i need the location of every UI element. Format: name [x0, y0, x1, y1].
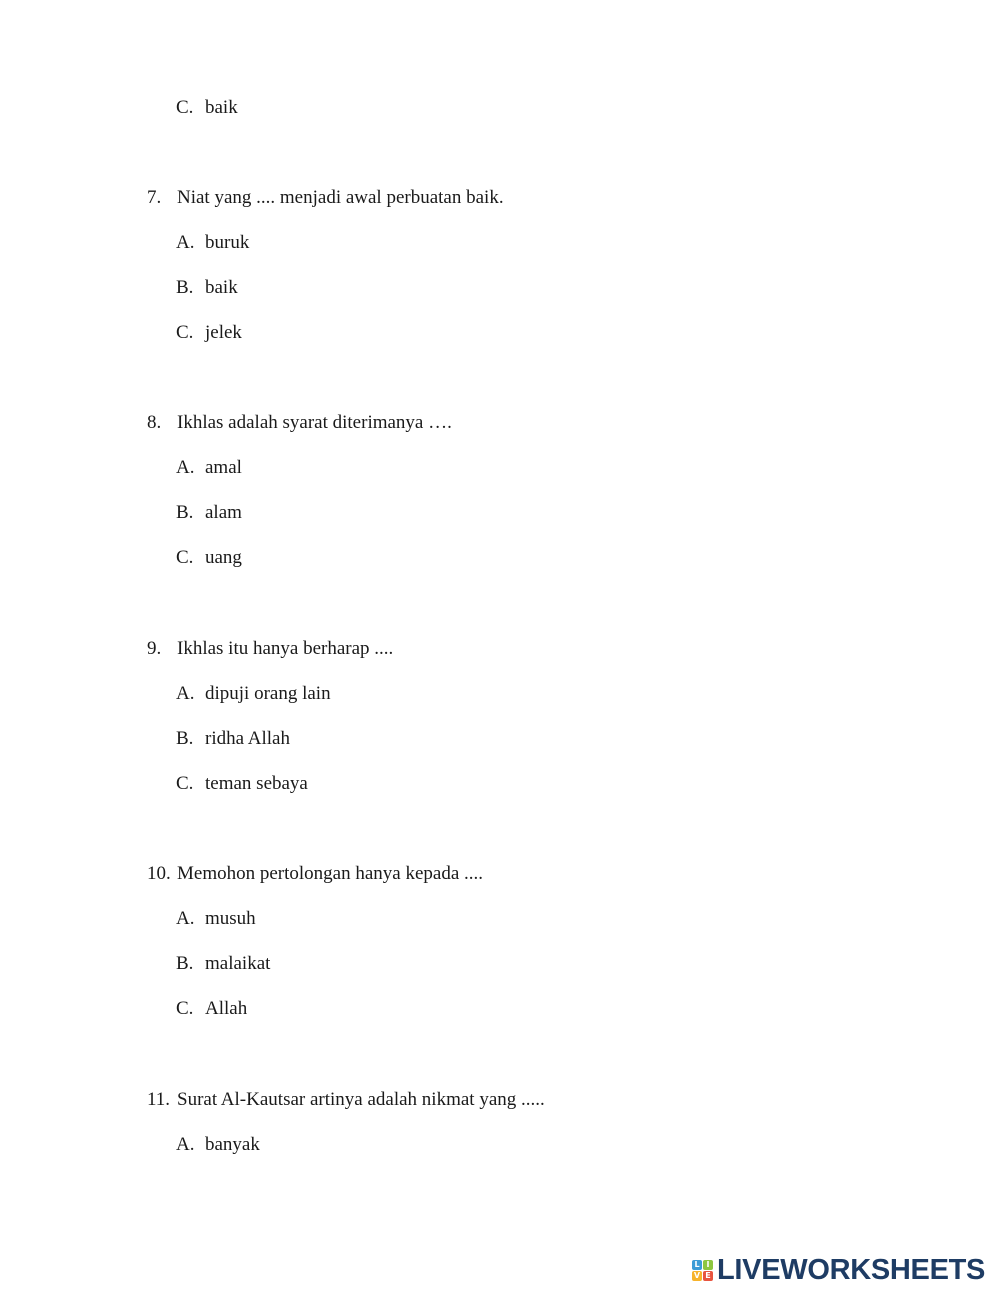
option-text: malaikat: [205, 953, 271, 974]
question-10-option-b[interactable]: [176, 953, 270, 975]
question-10-option-c[interactable]: [176, 998, 247, 1020]
question-7: [147, 187, 504, 209]
option-text: uang: [205, 547, 242, 568]
question-number: 10.: [147, 863, 171, 884]
option-letter: B.: [176, 728, 194, 749]
question-10-option-a[interactable]: [176, 908, 256, 930]
question-number: 7.: [147, 187, 162, 208]
question-11-option-a[interactable]: [176, 1134, 260, 1156]
question-text: Niat yang .... menjadi awal perbuatan baik.: [177, 187, 504, 208]
logo-tile-e: E: [703, 1271, 713, 1281]
option-text: buruk: [205, 232, 250, 253]
option-letter: C.: [176, 97, 194, 118]
option-text: dipuji orang lain: [205, 683, 331, 704]
question-text: Memohon pertolongan hanya kepada ....: [177, 863, 484, 884]
option-text: musuh: [205, 908, 256, 929]
option-letter: A.: [176, 1134, 195, 1155]
option-letter: A.: [176, 232, 195, 253]
liveworksheets-logo-icon: [692, 1260, 713, 1281]
question-7-option-c[interactable]: [176, 322, 242, 344]
option-text: alam: [205, 502, 242, 523]
question-8-option-c[interactable]: [176, 547, 242, 569]
question-text: Ikhlas itu hanya berharap ....: [177, 638, 394, 659]
question-7-option-b[interactable]: [176, 277, 238, 299]
question-9: [147, 638, 393, 660]
logo-tile-v: V: [693, 1270, 701, 1280]
option-letter: B.: [176, 502, 194, 523]
option-text: baik: [205, 97, 238, 118]
option-letter: B.: [176, 277, 194, 298]
question-8: [147, 412, 452, 434]
logo-tile-i: I: [703, 1260, 713, 1270]
option-text: Allah: [205, 998, 248, 1019]
option-letter: C.: [176, 322, 194, 343]
option-text: ridha Allah: [205, 728, 290, 749]
option-text: teman sebaya: [205, 773, 308, 794]
option-text: banyak: [205, 1134, 260, 1155]
question-7-option-a[interactable]: [176, 232, 249, 254]
option-letter: C.: [176, 773, 194, 794]
option-prev-c: [176, 97, 238, 119]
question-10: [147, 863, 483, 885]
liveworksheets-brand-text: LIVEWORKSHEETS: [717, 1254, 986, 1286]
question-8-option-b[interactable]: [176, 502, 242, 524]
question-9-option-a[interactable]: [176, 683, 331, 705]
question-11: [147, 1089, 545, 1111]
question-9-option-b[interactable]: [176, 728, 290, 750]
option-letter: C.: [176, 547, 194, 568]
question-text: Ikhlas adalah syarat diterimanya ….: [177, 412, 452, 433]
logo-tile-l: L: [692, 1260, 702, 1270]
question-text: Surat Al-Kautsar artinya adalah nikmat yang .....: [177, 1089, 545, 1110]
question-number: 11.: [147, 1089, 171, 1110]
option-letter: A.: [176, 457, 195, 478]
option-letter: C.: [176, 998, 194, 1019]
option-letter: B.: [176, 953, 194, 974]
option-text: jelek: [205, 322, 242, 343]
liveworksheets-logo: [692, 1255, 985, 1285]
option-letter: A.: [176, 908, 195, 929]
question-number: 9.: [147, 638, 162, 659]
option-text: amal: [205, 457, 242, 478]
question-8-option-a[interactable]: [176, 457, 242, 479]
option-text: baik: [205, 277, 238, 298]
option-letter: A.: [176, 683, 195, 704]
question-9-option-c[interactable]: [176, 773, 308, 795]
question-number: 8.: [147, 412, 162, 433]
